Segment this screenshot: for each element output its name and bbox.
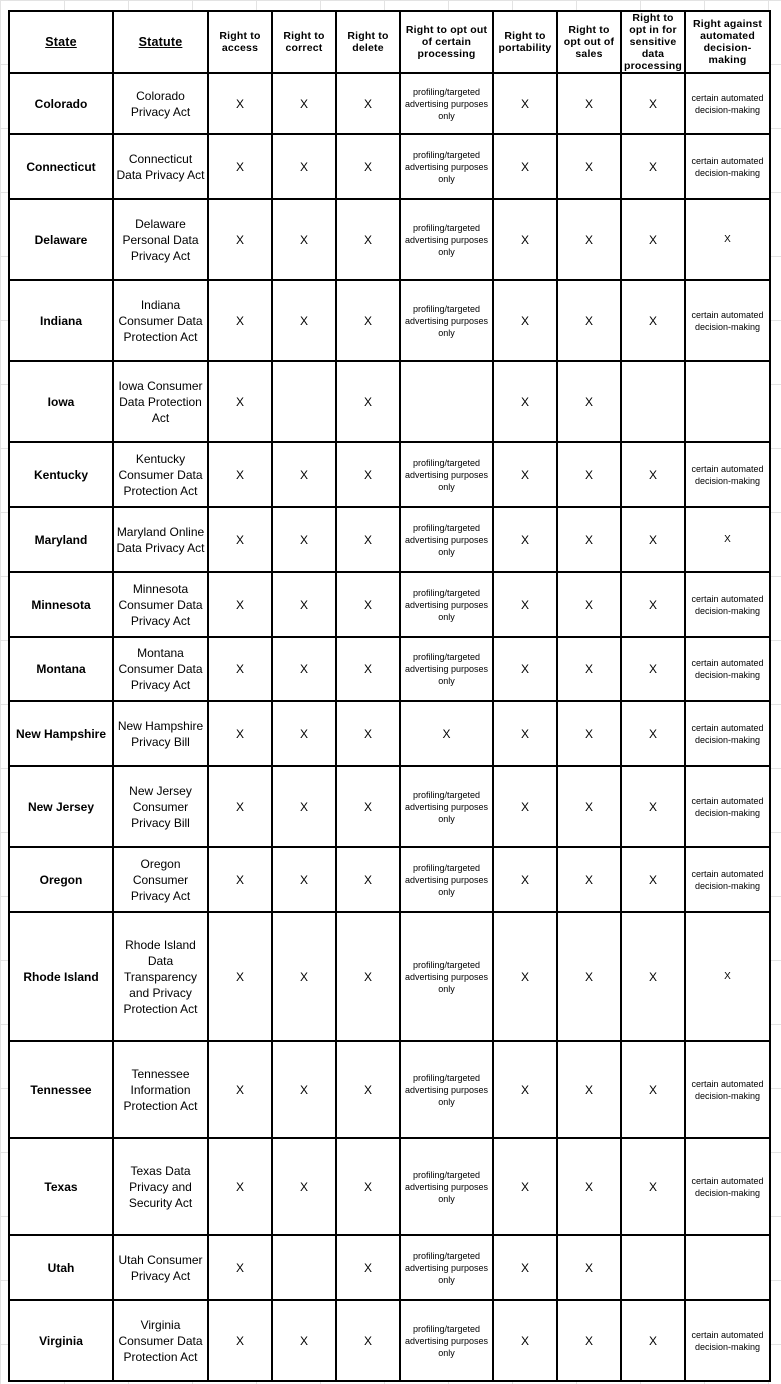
opt-in-sensitive-cell: X <box>621 199 685 280</box>
opt-out-processing-cell: profiling/targeted advertising purposes only <box>400 1300 493 1381</box>
statute-cell: Texas Data Privacy and Security Act <box>113 1138 208 1235</box>
table-row <box>9 1138 770 1235</box>
statute-cell: Maryland Online Data Privacy Act <box>113 507 208 572</box>
delete-cell: X <box>336 1138 400 1235</box>
header-right-to-opt-out-sales: Right to opt out of sales <box>557 11 621 73</box>
table-row <box>9 766 770 847</box>
state-cell: Kentucky <box>9 442 113 507</box>
delete-cell: X <box>336 572 400 637</box>
access-cell: X <box>208 134 272 199</box>
table-row <box>9 1235 770 1300</box>
portability-cell: X <box>493 134 557 199</box>
state-cell: New Hampshire <box>9 701 113 766</box>
delete-cell: X <box>336 847 400 912</box>
opt-out-sales-cell: X <box>557 912 621 1041</box>
correct-cell: X <box>272 442 336 507</box>
automated-decision-cell <box>685 361 770 442</box>
portability-cell: X <box>493 766 557 847</box>
state-cell: Connecticut <box>9 134 113 199</box>
automated-decision-cell: certain automated decision-making <box>685 766 770 847</box>
table-row <box>9 73 770 134</box>
automated-decision-cell: certain automated decision-making <box>685 572 770 637</box>
statute-cell: New Hampshire Privacy Bill <box>113 701 208 766</box>
table-row <box>9 572 770 637</box>
delete-cell: X <box>336 912 400 1041</box>
opt-out-sales-cell: X <box>557 1300 621 1381</box>
state-cell: Maryland <box>9 507 113 572</box>
access-cell: X <box>208 572 272 637</box>
access-cell: X <box>208 73 272 134</box>
access-cell: X <box>208 1041 272 1138</box>
table-row <box>9 1300 770 1381</box>
opt-out-sales-cell: X <box>557 134 621 199</box>
automated-decision-cell: certain automated decision-making <box>685 1041 770 1138</box>
table-row <box>9 637 770 701</box>
portability-cell: X <box>493 361 557 442</box>
state-cell: Montana <box>9 637 113 701</box>
delete-cell: X <box>336 1041 400 1138</box>
automated-decision-cell: certain automated decision-making <box>685 701 770 766</box>
portability-cell: X <box>493 637 557 701</box>
statute-cell: Montana Consumer Data Privacy Act <box>113 637 208 701</box>
opt-in-sensitive-cell: X <box>621 280 685 361</box>
opt-in-sensitive-cell <box>621 1235 685 1300</box>
state-cell: Iowa <box>9 361 113 442</box>
opt-out-sales-cell: X <box>557 701 621 766</box>
portability-cell: X <box>493 701 557 766</box>
statute-cell: Connecticut Data Privacy Act <box>113 134 208 199</box>
opt-out-sales-cell: X <box>557 73 621 134</box>
automated-decision-cell: X <box>685 199 770 280</box>
automated-decision-cell: certain automated decision-making <box>685 134 770 199</box>
statute-cell: Iowa Consumer Data Protection Act <box>113 361 208 442</box>
opt-in-sensitive-cell: X <box>621 701 685 766</box>
delete-cell: X <box>336 442 400 507</box>
table-row <box>9 134 770 199</box>
automated-decision-cell: X <box>685 912 770 1041</box>
delete-cell: X <box>336 1300 400 1381</box>
table-row <box>9 847 770 912</box>
statute-cell: Tennessee Information Protection Act <box>113 1041 208 1138</box>
automated-decision-cell: certain automated decision-making <box>685 1300 770 1381</box>
table-row <box>9 361 770 442</box>
opt-in-sensitive-cell: X <box>621 637 685 701</box>
access-cell: X <box>208 637 272 701</box>
opt-out-processing-cell <box>400 361 493 442</box>
automated-decision-cell: certain automated decision-making <box>685 73 770 134</box>
statute-cell: Oregon Consumer Privacy Act <box>113 847 208 912</box>
opt-out-sales-cell: X <box>557 442 621 507</box>
opt-out-sales-cell: X <box>557 507 621 572</box>
opt-out-processing-cell: profiling/targeted advertising purposes only <box>400 199 493 280</box>
opt-out-processing-cell: profiling/targeted advertising purposes only <box>400 847 493 912</box>
portability-cell: X <box>493 442 557 507</box>
opt-in-sensitive-cell: X <box>621 73 685 134</box>
correct-cell: X <box>272 847 336 912</box>
opt-out-sales-cell: X <box>557 199 621 280</box>
opt-out-sales-cell: X <box>557 1235 621 1300</box>
portability-cell: X <box>493 1138 557 1235</box>
portability-cell: X <box>493 507 557 572</box>
delete-cell: X <box>336 73 400 134</box>
opt-in-sensitive-cell: X <box>621 847 685 912</box>
portability-cell: X <box>493 912 557 1041</box>
state-cell: Texas <box>9 1138 113 1235</box>
correct-cell: X <box>272 572 336 637</box>
header-right-to-delete: Right to delete <box>336 11 400 73</box>
state-cell: Minnesota <box>9 572 113 637</box>
correct-cell: X <box>272 280 336 361</box>
state-cell: Delaware <box>9 199 113 280</box>
opt-out-processing-cell: profiling/targeted advertising purposes only <box>400 1138 493 1235</box>
portability-cell: X <box>493 199 557 280</box>
opt-out-processing-cell: profiling/targeted advertising purposes only <box>400 280 493 361</box>
header-right-to-access: Right to access <box>208 11 272 73</box>
opt-in-sensitive-cell <box>621 361 685 442</box>
opt-in-sensitive-cell: X <box>621 1300 685 1381</box>
correct-cell: X <box>272 1300 336 1381</box>
opt-out-sales-cell: X <box>557 1041 621 1138</box>
opt-in-sensitive-cell: X <box>621 507 685 572</box>
automated-decision-cell: certain automated decision-making <box>685 442 770 507</box>
correct-cell <box>272 1235 336 1300</box>
delete-cell: X <box>336 1235 400 1300</box>
table-row <box>9 280 770 361</box>
statute-cell: Colorado Privacy Act <box>113 73 208 134</box>
access-cell: X <box>208 847 272 912</box>
header-right-against-automated: Right against automated decision-making <box>685 11 770 73</box>
automated-decision-cell: certain automated decision-making <box>685 637 770 701</box>
delete-cell: X <box>336 701 400 766</box>
delete-cell: X <box>336 134 400 199</box>
opt-out-processing-cell: profiling/targeted advertising purposes only <box>400 507 493 572</box>
header-right-to-portability: Right to portability <box>493 11 557 73</box>
opt-out-sales-cell: X <box>557 637 621 701</box>
correct-cell: X <box>272 701 336 766</box>
state-cell: Tennessee <box>9 1041 113 1138</box>
statute-cell: New Jersey Consumer Privacy Bill <box>113 766 208 847</box>
portability-cell: X <box>493 73 557 134</box>
table-row <box>9 199 770 280</box>
portability-cell: X <box>493 1300 557 1381</box>
opt-out-sales-cell: X <box>557 572 621 637</box>
delete-cell: X <box>336 199 400 280</box>
table-row <box>9 701 770 766</box>
access-cell: X <box>208 766 272 847</box>
correct-cell: X <box>272 1041 336 1138</box>
correct-cell: X <box>272 766 336 847</box>
statute-cell: Delaware Personal Data Privacy Act <box>113 199 208 280</box>
statute-cell: Minnesota Consumer Data Privacy Act <box>113 572 208 637</box>
portability-cell: X <box>493 1041 557 1138</box>
opt-out-sales-cell: X <box>557 766 621 847</box>
access-cell: X <box>208 361 272 442</box>
opt-out-processing-cell: profiling/targeted advertising purposes only <box>400 912 493 1041</box>
header-state: State <box>9 11 113 73</box>
state-cell: Rhode Island <box>9 912 113 1041</box>
opt-in-sensitive-cell: X <box>621 1041 685 1138</box>
header-right-to-opt-in-sensitive: Right to opt in for sensitive data processing <box>621 11 685 73</box>
state-cell: Colorado <box>9 73 113 134</box>
statute-cell: Rhode Island Data Transparency and Privacy Protection Act <box>113 912 208 1041</box>
opt-out-sales-cell: X <box>557 361 621 442</box>
opt-in-sensitive-cell: X <box>621 912 685 1041</box>
access-cell: X <box>208 1235 272 1300</box>
table-row <box>9 1041 770 1138</box>
statute-cell: Indiana Consumer Data Protection Act <box>113 280 208 361</box>
opt-out-processing-cell: profiling/targeted advertising purposes only <box>400 766 493 847</box>
state-cell: Utah <box>9 1235 113 1300</box>
opt-in-sensitive-cell: X <box>621 766 685 847</box>
statute-cell: Virginia Consumer Data Protection Act <box>113 1300 208 1381</box>
state-cell: New Jersey <box>9 766 113 847</box>
opt-out-processing-cell: profiling/targeted advertising purposes only <box>400 442 493 507</box>
opt-out-sales-cell: X <box>557 280 621 361</box>
delete-cell: X <box>336 637 400 701</box>
portability-cell: X <box>493 847 557 912</box>
header-right-to-opt-out-processing: Right to opt out of certain processing <box>400 11 493 73</box>
opt-in-sensitive-cell: X <box>621 442 685 507</box>
delete-cell: X <box>336 280 400 361</box>
correct-cell: X <box>272 73 336 134</box>
table-row <box>9 507 770 572</box>
automated-decision-cell: X <box>685 507 770 572</box>
delete-cell: X <box>336 766 400 847</box>
statute-cell: Utah Consumer Privacy Act <box>113 1235 208 1300</box>
access-cell: X <box>208 442 272 507</box>
statute-cell: Kentucky Consumer Data Protection Act <box>113 442 208 507</box>
opt-out-processing-cell: profiling/targeted advertising purposes only <box>400 637 493 701</box>
opt-out-processing-cell: profiling/targeted advertising purposes only <box>400 1041 493 1138</box>
table-row <box>9 912 770 1041</box>
header-right-to-correct: Right to correct <box>272 11 336 73</box>
opt-out-processing-cell: profiling/targeted advertising purposes only <box>400 1235 493 1300</box>
access-cell: X <box>208 1300 272 1381</box>
opt-in-sensitive-cell: X <box>621 572 685 637</box>
delete-cell: X <box>336 507 400 572</box>
access-cell: X <box>208 199 272 280</box>
automated-decision-cell: certain automated decision-making <box>685 1138 770 1235</box>
portability-cell: X <box>493 280 557 361</box>
state-cell: Virginia <box>9 1300 113 1381</box>
opt-out-sales-cell: X <box>557 1138 621 1235</box>
correct-cell <box>272 361 336 442</box>
access-cell: X <box>208 701 272 766</box>
automated-decision-cell: certain automated decision-making <box>685 847 770 912</box>
opt-out-processing-cell: profiling/targeted advertising purposes only <box>400 73 493 134</box>
opt-in-sensitive-cell: X <box>621 1138 685 1235</box>
table-row <box>9 442 770 507</box>
correct-cell: X <box>272 1138 336 1235</box>
header-statute: Statute <box>113 11 208 73</box>
access-cell: X <box>208 507 272 572</box>
opt-out-processing-cell: X <box>400 701 493 766</box>
correct-cell: X <box>272 199 336 280</box>
access-cell: X <box>208 280 272 361</box>
opt-out-processing-cell: profiling/targeted advertising purposes only <box>400 134 493 199</box>
opt-in-sensitive-cell: X <box>621 134 685 199</box>
correct-cell: X <box>272 912 336 1041</box>
correct-cell: X <box>272 134 336 199</box>
portability-cell: X <box>493 1235 557 1300</box>
state-cell: Indiana <box>9 280 113 361</box>
state-cell: Oregon <box>9 847 113 912</box>
privacy-rights-table <box>8 10 771 1382</box>
access-cell: X <box>208 1138 272 1235</box>
header-row <box>9 11 770 73</box>
automated-decision-cell: certain automated decision-making <box>685 280 770 361</box>
automated-decision-cell <box>685 1235 770 1300</box>
portability-cell: X <box>493 572 557 637</box>
opt-out-sales-cell: X <box>557 847 621 912</box>
correct-cell: X <box>272 637 336 701</box>
correct-cell: X <box>272 507 336 572</box>
access-cell: X <box>208 912 272 1041</box>
delete-cell: X <box>336 361 400 442</box>
opt-out-processing-cell: profiling/targeted advertising purposes only <box>400 572 493 637</box>
